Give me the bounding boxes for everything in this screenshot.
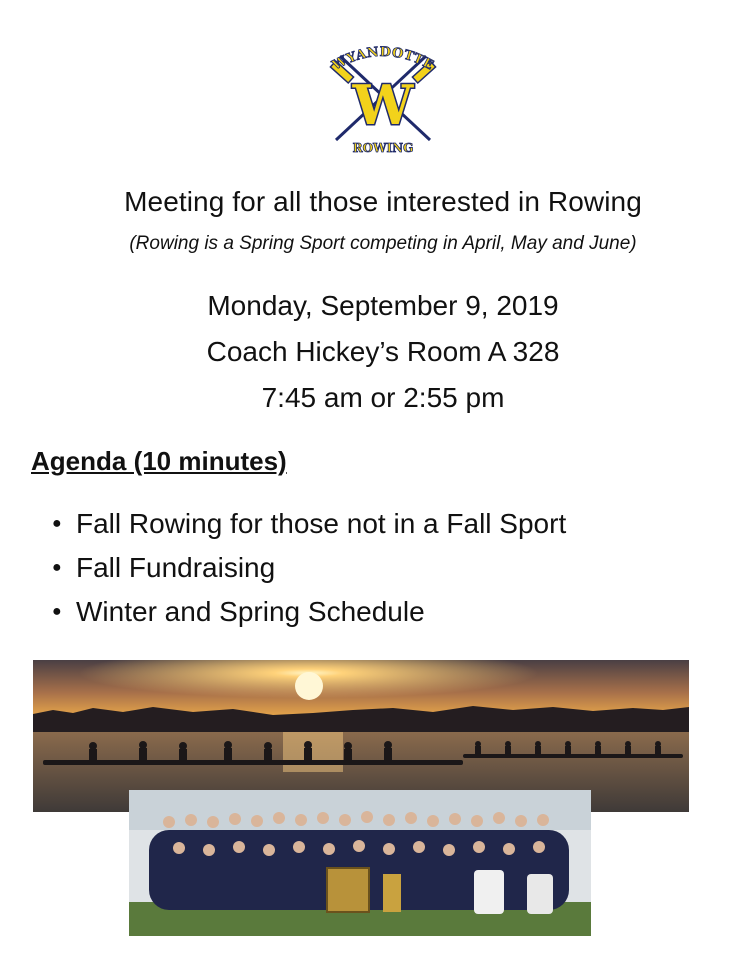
- agenda-item: [52, 546, 566, 590]
- boat-left: [43, 760, 463, 765]
- agenda-list: [52, 502, 566, 634]
- logo-bottom-text: ROWING: [352, 141, 414, 155]
- bullet-icon: ●: [52, 603, 62, 620]
- trophy-cup: [383, 874, 401, 912]
- boat-right: [463, 754, 683, 758]
- meeting-subtitle: (Rowing is a Spring Sport competing in April, May and June): [129, 233, 637, 254]
- agenda-item: [52, 502, 566, 546]
- bullet-icon: ●: [52, 515, 62, 532]
- logo-letter: W: [352, 73, 414, 137]
- logo-graphic: [318, 36, 448, 160]
- trophy-plaque: [327, 868, 369, 912]
- meeting-details: [0, 283, 750, 421]
- agenda-item: [52, 590, 566, 634]
- logo-top-text: WYANDOTTE: [330, 44, 437, 74]
- agenda-item-text: Winter and Spring Schedule: [76, 596, 425, 627]
- agenda-item-text: Fall Rowing for those not in a Fall Sport: [76, 508, 567, 539]
- team-group-photo: [129, 790, 591, 936]
- meeting-title: Meeting for all those interested in Rowing: [124, 186, 642, 217]
- bullet-icon: ●: [52, 559, 62, 576]
- wyandotte-rowing-logo: [318, 36, 448, 160]
- sun: [295, 672, 323, 700]
- agenda-heading: Agenda (10 minutes): [31, 446, 287, 476]
- team-photo-graphic: [129, 790, 591, 936]
- meeting-times: 7:45 am or 2:55 pm: [261, 382, 505, 413]
- meeting-location: Coach Hickey’s Room A 328: [206, 336, 560, 367]
- agenda-item-text: Fall Fundraising: [76, 552, 276, 583]
- meeting-date: Monday, September 9, 2019: [207, 290, 559, 321]
